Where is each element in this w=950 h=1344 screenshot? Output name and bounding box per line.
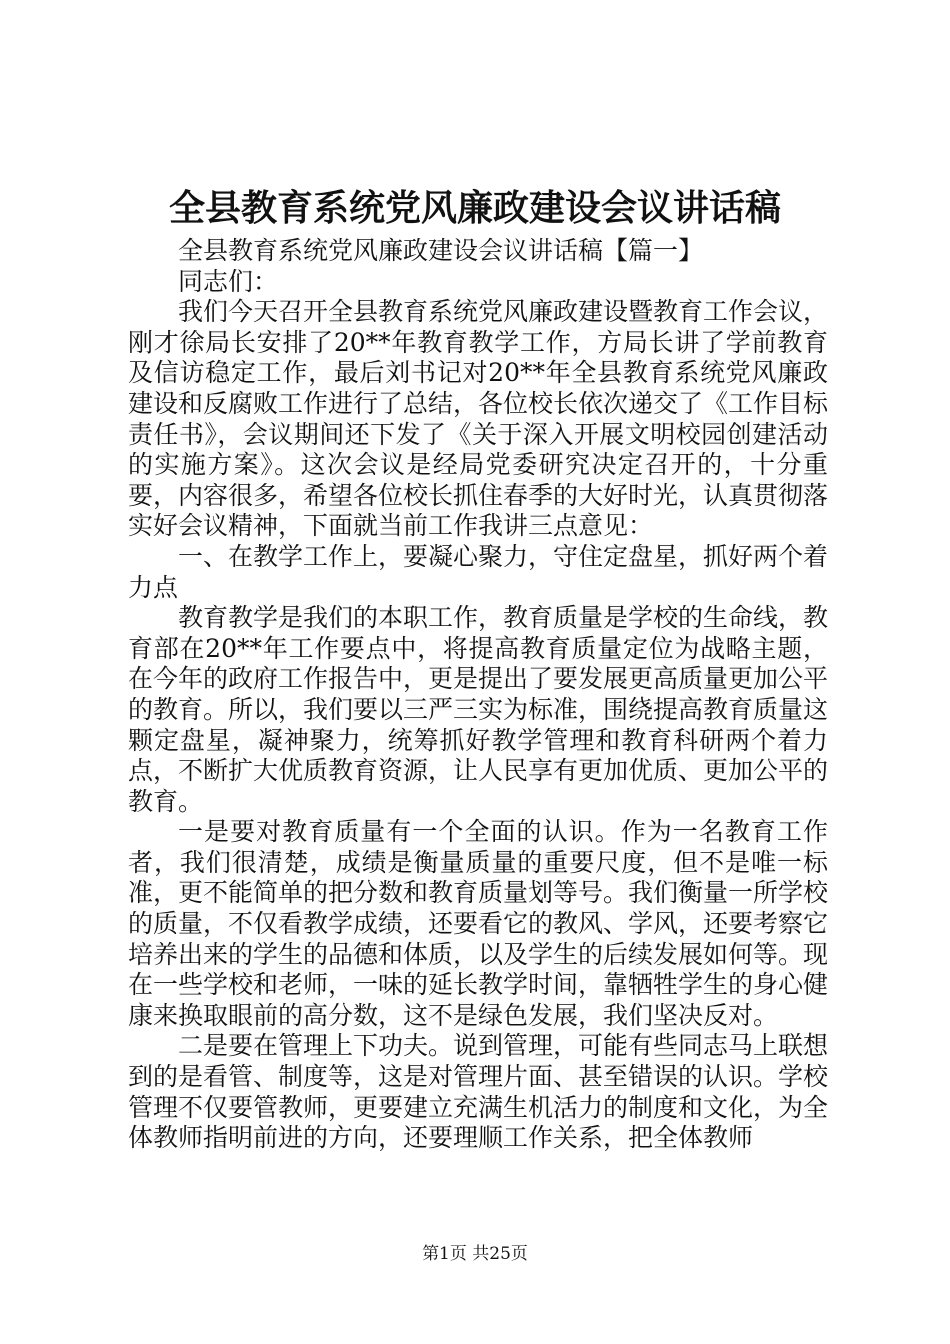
paragraph: 二是要在管理上下功夫。说到管理，可能有些同志马上联想到的是看管、制度等，这是对管理片面、甚至错误的认识。学校管理不仅要管教师，更要建立充满生机活力的制度和文化，为全体教师指明前进的方向，还要理顺工作关系，把全体教师	[128, 1031, 829, 1153]
paragraph: 一是要对教育质量有一个全面的认识。作为一名教育工作者，我们很清楚，成绩是衡量质量的重要尺度，但不是唯一标准，更不能简单的把分数和教育质量划等号。我们衡量一所学校的质量，不仅看教学成绩，还要看它的教风、学风，还要考察它培养出来的学生的品德和体质，以及学生的后续发展如何等。现在一些学校和老师，一味的延长教学时间，靠牺牲学生的身心健康来换取眼前的高分数，这不是绿色发展，我们坚决反对。	[128, 817, 829, 1030]
document-body	[128, 236, 828, 1154]
salutation: 同志们：	[178, 266, 279, 296]
section-heading: 全县教育系统党风廉政建设会议讲话稿【篇一】	[178, 236, 704, 265]
page-number-footer: 第1页 共25页	[422, 1244, 528, 1264]
paragraph: 一、在教学工作上，要凝心聚力，守住定盘星，抓好两个着力点	[128, 541, 829, 602]
paragraph: 我们今天召开全县教育系统党风廉政建设暨教育工作会议，刚才徐局长安排了20**年教育教学工作，方局长讲了学前教育及信访稳定工作，最后刘书记对20**年全县教育系统党风廉政建设和反腐败工作进行了总结，各位校长依次递交了《工作目标责任书》，会议期间还下发了《关于深入开展文明校园创建活动的实施方案》。这次会议是经局党委研究决定召开的，十分重要，内容很多，希望各位校长抓住春季的大好时光，认真贯彻落实好会议精神，下面就当前工作我讲三点意见：	[128, 297, 829, 541]
paragraph: 教育教学是我们的本职工作，教育质量是学校的生命线，教育部在20**年工作要点中，将提高教育质量定位为战略主题，在今年的政府工作报告中，更是提出了要发展更高质量更加公平的教育。所以，我们要以三严三实为标准，围绕提高教育质量这颗定盘星，凝神聚力，统筹抓好教学管理和教育科研两个着力点，不断扩大优质教育资源，让人民享有更加优质、更加公平的教育。	[128, 603, 829, 816]
document-title: 全县教育系统党风廉政建设会议讲话稿	[168, 187, 781, 229]
